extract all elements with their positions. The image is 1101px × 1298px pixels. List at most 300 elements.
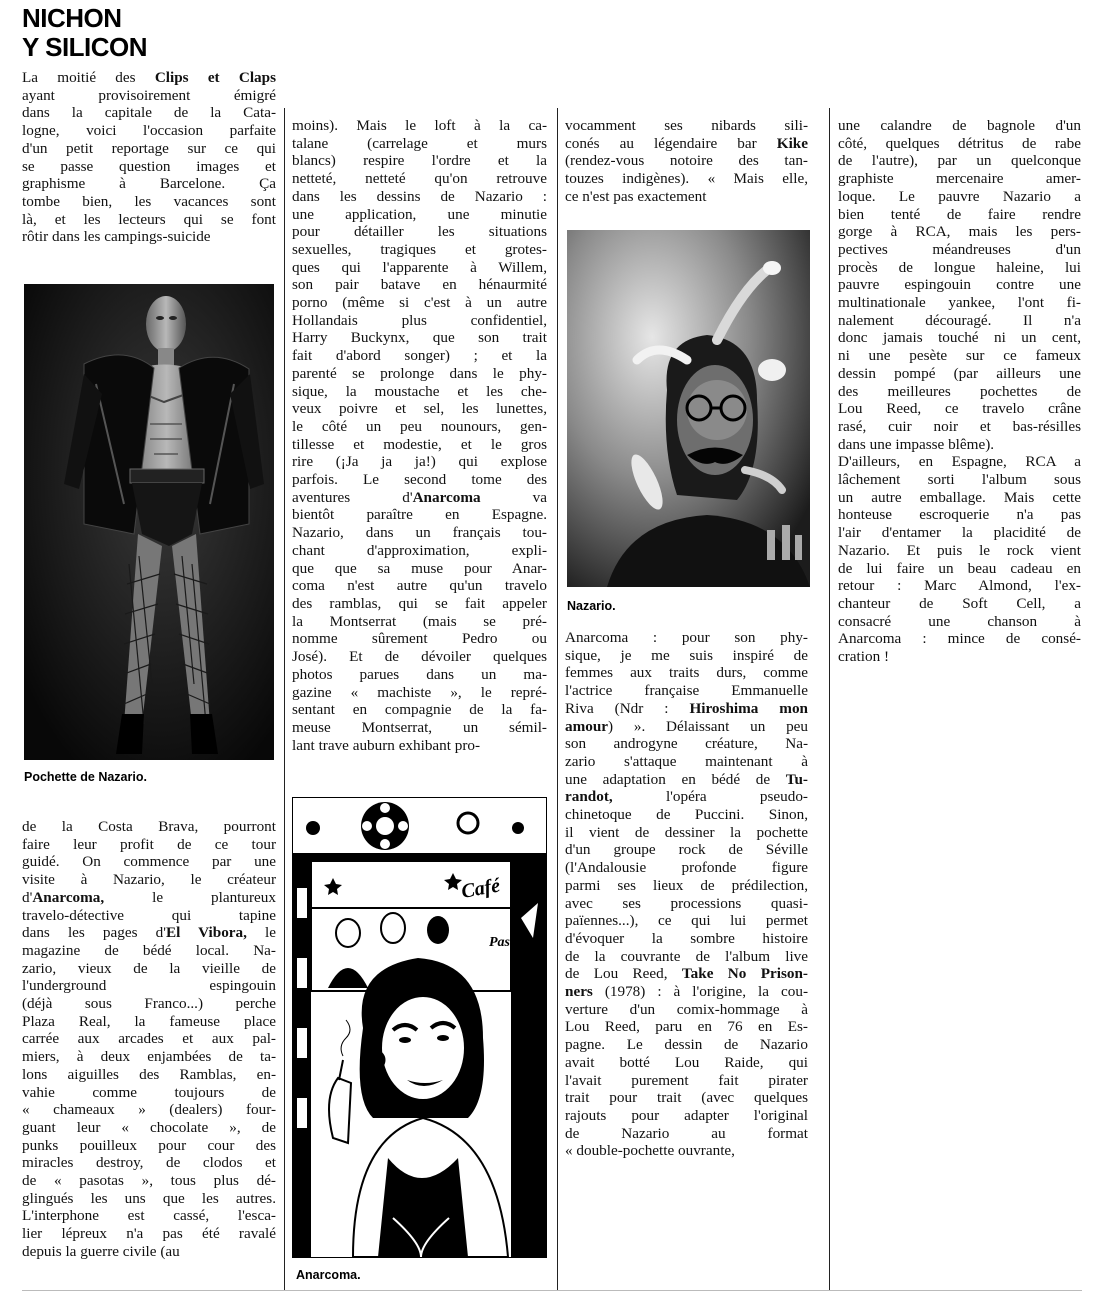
column-1-intro bbox=[22, 69, 276, 246]
text-run: son pair batave en hénaurmité bbox=[292, 276, 547, 294]
text-line bbox=[565, 629, 808, 647]
text-line bbox=[838, 400, 1081, 418]
text-run: l'actrice française Emmanuelle bbox=[565, 682, 808, 700]
text-run: veux poivre et sel, les lunettes, bbox=[292, 400, 547, 418]
text-line bbox=[22, 1048, 276, 1066]
text-run: païennes...), ce qui lui permet bbox=[565, 912, 808, 930]
article-headline bbox=[22, 4, 147, 62]
text-run: Anarcoma : pour son phy- bbox=[565, 629, 808, 646]
text-run: l'avait purement fait pirater bbox=[565, 1071, 808, 1089]
text-run: ni une pesète sur ce fameux bbox=[838, 347, 1081, 365]
text-line bbox=[565, 930, 808, 948]
text-run: magazine de bédé local. Na- bbox=[22, 941, 276, 959]
text-run: rire (¡Ja ja ja!) qui explose bbox=[292, 453, 547, 471]
text-line bbox=[292, 329, 547, 347]
text-run: trait pour trait (avec quelques bbox=[565, 1089, 808, 1107]
text-line bbox=[22, 942, 276, 960]
text-line bbox=[292, 630, 547, 648]
text-run: logne, voici l'occasion parfaite bbox=[22, 122, 276, 140]
text-run: de l'autre), par un quelconque bbox=[838, 152, 1081, 170]
text-run: dans une impasse blême). bbox=[838, 435, 995, 453]
headline-line-1: NICHON bbox=[22, 3, 122, 33]
text-run: graphisme à Barcelone. Ça bbox=[22, 175, 276, 193]
text-line bbox=[292, 577, 547, 595]
text-run: dans la capitale de la Cata- bbox=[22, 104, 276, 122]
bold-term: Clips et Claps bbox=[154, 69, 277, 86]
text-line bbox=[838, 383, 1081, 401]
text-line bbox=[565, 788, 808, 806]
text-line bbox=[22, 175, 276, 193]
text-run: de la Costa Brava, pourront bbox=[22, 818, 276, 835]
text-run: côté, quelques détritus de rabe bbox=[838, 134, 1081, 152]
text-line bbox=[292, 613, 547, 631]
text-line bbox=[292, 241, 547, 259]
text-run: dans les dessins de Nazario : bbox=[292, 187, 547, 205]
text-run: le plantureux bbox=[104, 888, 276, 906]
text-run: va bbox=[480, 488, 547, 506]
text-run: là, et les lecteurs qui se font bbox=[22, 210, 276, 228]
text-line bbox=[838, 542, 1081, 560]
text-line bbox=[565, 1089, 808, 1107]
text-line bbox=[565, 753, 808, 771]
text-run: travelo-détective qui tapine bbox=[22, 906, 276, 924]
text-line bbox=[292, 666, 547, 684]
bold-term: Anarcoma bbox=[412, 488, 481, 506]
text-run: sexuelles, tragiques et grotes- bbox=[292, 240, 547, 258]
text-run: de lui faire un beau cadeau en bbox=[838, 559, 1081, 577]
text-run: miracles destroy, de clodos et bbox=[22, 1154, 276, 1172]
text-line bbox=[565, 117, 808, 135]
text-run: blancs) respire l'ordre et la bbox=[292, 152, 547, 170]
text-run: dans les pages d' bbox=[22, 924, 166, 942]
text-line bbox=[838, 223, 1081, 241]
text-run: de Nazario au format bbox=[565, 1124, 808, 1142]
column-divider-2 bbox=[557, 108, 558, 1290]
text-run: le bbox=[246, 924, 277, 942]
caption-pochette: Pochette de Nazario. bbox=[24, 770, 147, 784]
text-line bbox=[565, 170, 808, 188]
text-line bbox=[22, 836, 276, 854]
text-line bbox=[565, 1054, 808, 1072]
text-line bbox=[565, 1107, 808, 1125]
text-run: zario, vieux de la vieille de bbox=[22, 959, 276, 977]
text-run: procès de longue haleine, lui bbox=[838, 258, 1081, 276]
text-run: avec ses processions quasi- bbox=[565, 894, 808, 912]
text-line bbox=[838, 595, 1081, 613]
text-line bbox=[565, 700, 808, 718]
text-run: aventures d' bbox=[292, 488, 413, 506]
bold-term: Hiroshima mon bbox=[689, 699, 808, 717]
text-line bbox=[565, 647, 808, 665]
text-line bbox=[838, 206, 1081, 224]
cafe-sign-text: Café bbox=[459, 874, 502, 903]
text-run: Harry Buckynx, que son trait bbox=[292, 329, 547, 347]
text-line bbox=[838, 312, 1081, 330]
text-run: fait d'abord songer) ; et la bbox=[292, 347, 547, 365]
text-line bbox=[565, 806, 808, 824]
text-line bbox=[22, 889, 276, 907]
text-run: photos parues dans un ma- bbox=[292, 665, 547, 683]
text-line bbox=[22, 977, 276, 995]
text-line bbox=[292, 471, 547, 489]
text-line bbox=[292, 489, 547, 507]
text-line bbox=[565, 1001, 808, 1019]
text-run: des ramblas, qui se fait appeler bbox=[292, 594, 547, 612]
text-line bbox=[292, 595, 547, 613]
text-line bbox=[22, 1119, 276, 1137]
text-line bbox=[838, 524, 1081, 542]
text-line bbox=[292, 206, 547, 224]
text-line bbox=[838, 117, 1081, 135]
text-line bbox=[838, 188, 1081, 206]
text-line bbox=[22, 87, 276, 105]
text-line bbox=[838, 506, 1081, 524]
text-line bbox=[292, 117, 547, 135]
text-run: cration ! bbox=[838, 648, 890, 666]
column-divider-3 bbox=[829, 108, 830, 1290]
text-run: graphiste mercenaire amer- bbox=[838, 170, 1081, 188]
text-run: femmes aux traits durs, comme bbox=[565, 664, 808, 682]
text-line bbox=[565, 859, 808, 877]
text-run: pauvre espingouin contre une bbox=[838, 276, 1081, 294]
text-line bbox=[292, 684, 547, 702]
text-run: pagne. Le dessin de Nazario bbox=[565, 1036, 808, 1054]
text-run: punks pouilleux pour cour des bbox=[22, 1136, 276, 1154]
text-line bbox=[565, 841, 808, 859]
text-run: faire leur profit de ce tour bbox=[22, 835, 276, 853]
text-run: touzes indigènes). « Mais elle, bbox=[565, 170, 808, 188]
text-line bbox=[565, 682, 808, 700]
text-run: verture d'un comix-hommage à bbox=[565, 1000, 808, 1018]
text-run: d' bbox=[22, 888, 33, 906]
text-run: gorge à RCA, mais les pers- bbox=[838, 223, 1081, 241]
column-divider-1 bbox=[284, 108, 285, 1290]
text-line bbox=[292, 701, 547, 719]
text-line bbox=[292, 648, 547, 666]
text-line bbox=[22, 228, 276, 246]
text-line bbox=[22, 924, 276, 942]
text-line bbox=[565, 771, 808, 789]
text-run: glingués les uns que les autres. bbox=[22, 1189, 276, 1207]
text-run: lier lépreux n'a pas été ravalé bbox=[22, 1225, 276, 1243]
text-run: rajouts pour adapter l'original bbox=[565, 1106, 808, 1124]
text-run: avait botté Lou Raide, qui bbox=[565, 1053, 808, 1071]
pasti-sign-text: Pasti bbox=[489, 935, 518, 950]
leather-figure-illustration bbox=[24, 284, 274, 760]
text-line bbox=[22, 140, 276, 158]
column-2 bbox=[292, 117, 547, 754]
text-line bbox=[292, 542, 547, 560]
bold-term: Take No Prison- bbox=[681, 965, 808, 983]
text-run: L'interphone est cassé, l'esca- bbox=[22, 1207, 276, 1225]
text-line bbox=[838, 648, 1081, 666]
text-line bbox=[22, 122, 276, 140]
text-run: consacré une chanson à bbox=[838, 612, 1081, 630]
text-line bbox=[292, 400, 547, 418]
text-line bbox=[565, 152, 808, 170]
text-run: chant d'approximation, expli- bbox=[292, 541, 547, 559]
text-run: porno (même si c'est à un autre bbox=[292, 294, 547, 312]
text-line bbox=[22, 158, 276, 176]
text-run: nomme sûrement Pedro ou bbox=[292, 630, 547, 648]
text-run: rôtir dans les campings-suicide bbox=[22, 228, 211, 246]
text-run: que que sa muse pour Anar- bbox=[292, 559, 547, 577]
caption-anarcoma: Anarcoma. bbox=[296, 1268, 361, 1282]
text-run: bientôt paraître en Espagne. bbox=[292, 506, 547, 524]
text-line bbox=[292, 719, 547, 737]
text-line bbox=[292, 347, 547, 365]
text-run: l'underground espingouin bbox=[22, 977, 276, 995]
text-run: tombe bien, les vacances sont bbox=[22, 192, 276, 210]
text-run: l'opéra pseudo- bbox=[612, 788, 808, 806]
text-run: tillesse et modestie, et le gros bbox=[292, 435, 547, 453]
text-line bbox=[565, 983, 808, 1001]
text-line bbox=[22, 1101, 276, 1119]
text-line bbox=[838, 630, 1081, 648]
text-line bbox=[565, 895, 808, 913]
text-run: donc jamais touché ni un cent, bbox=[838, 329, 1081, 347]
text-run: il vient de dessiner la pochette bbox=[565, 823, 808, 841]
text-run: retour : Marc Almond, l'ex- bbox=[838, 577, 1081, 595]
text-run: la Montserrat (mais se pré- bbox=[292, 612, 547, 630]
text-line bbox=[292, 436, 547, 454]
text-line bbox=[22, 1013, 276, 1031]
text-run: moins). Mais le loft à la ca- bbox=[292, 117, 547, 134]
text-line bbox=[565, 135, 808, 153]
text-line bbox=[565, 1018, 808, 1036]
text-run: une application, une minutie bbox=[292, 205, 547, 223]
text-run: Nazario. Et puis le rock vient bbox=[838, 541, 1081, 559]
text-run: (1978) : à l'origine, la cou- bbox=[592, 983, 808, 1001]
text-line bbox=[292, 223, 547, 241]
text-run: (rendez-vous notoire des tan- bbox=[565, 152, 808, 170]
text-line bbox=[22, 1084, 276, 1102]
text-line bbox=[22, 995, 276, 1013]
text-line bbox=[22, 211, 276, 229]
text-line bbox=[838, 365, 1081, 383]
text-run: lant trave auburn exhibant pro- bbox=[292, 736, 481, 754]
text-run: rasé, cuir noir et bas-résilles bbox=[838, 417, 1081, 435]
text-run: lons aiguilles des Ramblas, en- bbox=[22, 1065, 276, 1083]
text-line bbox=[838, 329, 1081, 347]
text-run: « chameaux » (dealers) four- bbox=[22, 1101, 276, 1119]
text-line bbox=[292, 294, 547, 312]
text-run: Hollandais plus confidentiel, bbox=[292, 311, 547, 329]
text-line bbox=[838, 489, 1081, 507]
text-line bbox=[838, 436, 1081, 454]
text-line bbox=[22, 907, 276, 925]
text-line bbox=[838, 135, 1081, 153]
text-line bbox=[22, 1154, 276, 1172]
text-run: Lou Reed, ce travelo crâne bbox=[838, 400, 1081, 418]
text-line bbox=[838, 560, 1081, 578]
text-line bbox=[565, 1142, 808, 1160]
text-line bbox=[565, 965, 808, 983]
text-run: Anarcoma : mince de consé- bbox=[838, 630, 1081, 648]
column-3-continued bbox=[565, 629, 808, 1160]
text-run: carrée aux arcades et aux pal- bbox=[22, 1030, 276, 1048]
text-line bbox=[22, 960, 276, 978]
text-line bbox=[838, 577, 1081, 595]
bold-term: Anarcoma, bbox=[32, 888, 105, 906]
portrait-illustration bbox=[567, 230, 810, 587]
text-run: talane (carrelage et murs bbox=[292, 134, 547, 152]
text-line bbox=[292, 453, 547, 471]
text-run: l'air d'entamer la placidité de bbox=[838, 524, 1081, 542]
bold-term: ners bbox=[565, 983, 593, 1001]
text-line bbox=[292, 365, 547, 383]
artist-signature: Nazario bbox=[298, 1197, 305, 1222]
text-line bbox=[838, 613, 1081, 631]
text-line bbox=[565, 664, 808, 682]
text-run: Lou Reed, paru en 76 en Es- bbox=[565, 1018, 808, 1036]
text-run: guidé. On commence par une bbox=[22, 853, 276, 871]
text-line bbox=[292, 506, 547, 524]
text-line bbox=[22, 818, 276, 836]
text-run: chinetoque de Puccini. Sinon, bbox=[565, 806, 808, 824]
text-line bbox=[22, 193, 276, 211]
text-line bbox=[292, 737, 547, 755]
text-run: une adaptation en bédé de bbox=[565, 770, 786, 788]
text-line bbox=[292, 135, 547, 153]
column-3-intro bbox=[565, 117, 808, 206]
text-run: de Lou Reed, bbox=[565, 965, 682, 983]
text-line bbox=[565, 824, 808, 842]
page-bottom-edge bbox=[22, 1290, 1082, 1291]
column-4 bbox=[838, 117, 1081, 666]
text-run: zario s'attaque maintenant à bbox=[565, 752, 808, 770]
text-run: de la couvrante de l'album live bbox=[565, 947, 808, 965]
text-run: d'un petit reportage sur ce qui bbox=[22, 139, 276, 157]
anarcoma-illustration bbox=[293, 798, 546, 1257]
text-run: une calandre de bagnole d'un bbox=[838, 117, 1081, 134]
text-line bbox=[565, 912, 808, 930]
text-run: visite à Nazario, le créateur bbox=[22, 871, 276, 889]
text-run: parfois. Le second tome des bbox=[292, 471, 547, 489]
text-line bbox=[565, 1072, 808, 1090]
text-run: « double-pochette ouvrante, bbox=[565, 1142, 735, 1160]
text-run: ayant provisoirement émigré bbox=[22, 86, 276, 104]
text-line bbox=[838, 259, 1081, 277]
nazario-portrait-photo bbox=[567, 230, 810, 587]
text-line bbox=[292, 259, 547, 277]
bold-term: Tu- bbox=[785, 770, 808, 788]
text-run: depuis la guerre civile (au bbox=[22, 1242, 180, 1260]
text-run: d'un groupe rock de Séville bbox=[565, 841, 808, 859]
text-run: le côté un peu nounours, gen- bbox=[292, 417, 547, 435]
bold-term: randot, bbox=[565, 788, 613, 806]
text-run: ques qui l'apparente à Willem, bbox=[292, 258, 547, 276]
text-run: bien tenté de faire rendre bbox=[838, 205, 1081, 223]
text-run: (l'Andalousie profonde figure bbox=[565, 859, 808, 877]
text-run: guant leur « chocolate », de bbox=[22, 1118, 276, 1136]
text-line bbox=[22, 1225, 276, 1243]
text-line bbox=[838, 152, 1081, 170]
text-run: pectives méandreuses d'un bbox=[838, 240, 1081, 258]
text-run: des meilleures pochettes de bbox=[838, 382, 1081, 400]
text-line bbox=[292, 170, 547, 188]
text-run: gazine « machiste », le repré- bbox=[292, 683, 547, 701]
text-line bbox=[565, 718, 808, 736]
text-line bbox=[838, 241, 1081, 259]
text-run: ce n'est pas exactement bbox=[565, 187, 707, 205]
text-line bbox=[838, 347, 1081, 365]
text-run: un autre emballage. Mais cette bbox=[838, 488, 1081, 506]
text-run: loque. Le pauvre Nazario a bbox=[838, 187, 1081, 205]
text-run: honteuse escroquerie n'a pas bbox=[838, 506, 1081, 524]
text-line bbox=[838, 294, 1081, 312]
text-line bbox=[838, 418, 1081, 436]
text-line bbox=[565, 188, 808, 206]
text-run: pour détailler les situations bbox=[292, 223, 547, 241]
text-run: miers, à deux enjambées de ta- bbox=[22, 1048, 276, 1066]
text-run: Plaza Real, la fameuse place bbox=[22, 1012, 276, 1030]
text-line bbox=[22, 1066, 276, 1084]
caption-nazario: Nazario. bbox=[567, 599, 616, 613]
text-run: sique, je me suis inspiré de bbox=[565, 646, 808, 664]
bold-term: El Vibora, bbox=[165, 924, 247, 942]
text-run: dessin pompé (par ailleurs une bbox=[838, 364, 1081, 382]
text-run: meuse Montserrat, un sémil- bbox=[292, 718, 547, 736]
text-run: chanteur de Soft Cell, a bbox=[838, 594, 1081, 612]
text-line bbox=[22, 1172, 276, 1190]
bold-term: amour bbox=[565, 717, 609, 735]
text-run: La moitié des bbox=[22, 69, 155, 86]
text-run: sique, la moustache et les che- bbox=[292, 382, 547, 400]
text-line bbox=[22, 104, 276, 122]
text-run: José). Et de dévoiler quelques bbox=[292, 648, 547, 666]
text-line bbox=[22, 1207, 276, 1225]
text-line bbox=[22, 1137, 276, 1155]
text-line bbox=[292, 524, 547, 542]
text-run: multinationale yankee, l'ont fi- bbox=[838, 294, 1081, 312]
text-run: sentant en compagnie de la fa- bbox=[292, 701, 547, 719]
text-run: d'évoquer la sombre histoire bbox=[565, 929, 808, 947]
bold-term: Kike bbox=[776, 134, 808, 152]
text-line bbox=[292, 276, 547, 294]
text-line bbox=[292, 418, 547, 436]
text-line bbox=[22, 1190, 276, 1208]
text-line bbox=[292, 188, 547, 206]
text-line bbox=[565, 948, 808, 966]
text-run: D'ailleurs, en Espagne, RCA a bbox=[838, 453, 1081, 471]
text-run: netteté, netteté qu'on retrouve bbox=[292, 170, 547, 188]
text-line bbox=[565, 1036, 808, 1054]
text-line bbox=[292, 560, 547, 578]
column-1-continued bbox=[22, 818, 276, 1261]
text-run: Riva (Ndr : bbox=[565, 699, 690, 717]
text-run: de « pasotas », tous plus dé- bbox=[22, 1172, 276, 1190]
text-run: coma n'est autre qu'un travelo bbox=[292, 577, 547, 595]
text-line bbox=[292, 383, 547, 401]
text-line bbox=[838, 471, 1081, 489]
headline-line-2: Y SILICON bbox=[22, 32, 148, 62]
text-line bbox=[838, 276, 1081, 294]
text-line bbox=[22, 853, 276, 871]
text-line bbox=[565, 877, 808, 895]
text-run: parmi ses lieux de prédilection, bbox=[565, 876, 808, 894]
text-run: parenté se prolonge dans le phy- bbox=[292, 364, 547, 382]
text-run: ) ». Délaissant un peu bbox=[608, 717, 808, 735]
text-line bbox=[838, 170, 1081, 188]
text-run: Nazario, dans un français tou- bbox=[292, 524, 547, 542]
text-run: son androgyne créature, Na- bbox=[565, 735, 808, 753]
text-line bbox=[565, 735, 808, 753]
text-line bbox=[22, 69, 276, 87]
text-line bbox=[22, 1030, 276, 1048]
text-line bbox=[22, 1243, 276, 1261]
text-line bbox=[22, 871, 276, 889]
